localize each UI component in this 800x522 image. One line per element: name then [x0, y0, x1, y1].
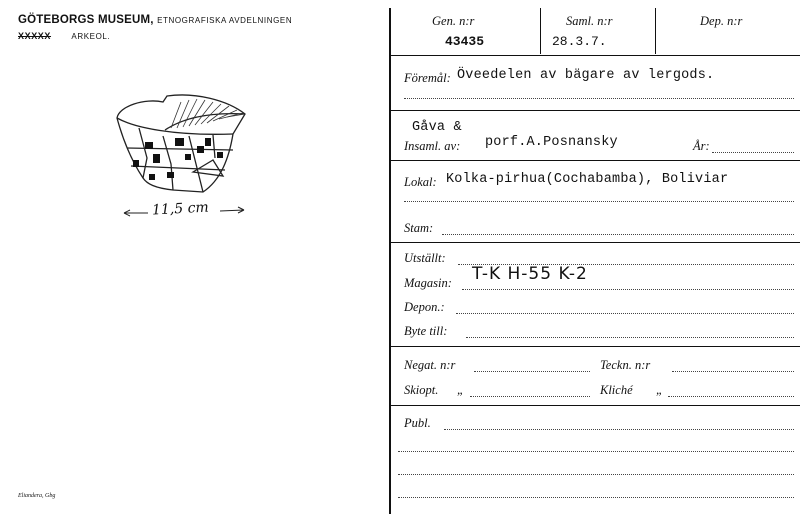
byte-line — [466, 337, 794, 338]
lokal-label: Lokal: — [404, 175, 437, 189]
publ-line-3 — [398, 474, 794, 475]
rule-3 — [390, 242, 800, 243]
depon-line — [456, 313, 794, 314]
stam-line — [442, 234, 794, 235]
header-divider-1 — [540, 8, 541, 54]
arkeol-text: ARKEOL. — [71, 32, 111, 41]
pottery-sketch — [105, 88, 255, 198]
insaml-value: porf.A.Posnansky — [485, 135, 618, 150]
kliche-ditto: „ — [656, 383, 663, 397]
header-rule — [390, 55, 800, 56]
ar-label: År: — [693, 139, 710, 153]
kliche-label: Kliché — [600, 383, 633, 397]
teckn-line — [672, 371, 794, 372]
rule-4 — [390, 346, 800, 347]
insaml-label: Insaml. av: — [404, 139, 461, 153]
publ-line-4 — [398, 497, 794, 498]
foremal-label: Föremål: — [404, 71, 451, 85]
museum-name: GÖTEBORGS MUSEUM, — [18, 14, 154, 26]
saml-nr-label: Saml. n:r — [566, 14, 613, 28]
section-line — [18, 31, 110, 41]
rule-1 — [390, 110, 800, 111]
kliche-line — [668, 396, 794, 397]
foremal-value: Öveedelen av bägare av lergods. — [457, 68, 715, 83]
museum-heading — [18, 14, 292, 26]
dimension-label: 11,5 cm — [151, 199, 210, 219]
printer-mark: Eliandera, Gbg — [18, 493, 56, 499]
stam-label: Stam: — [404, 221, 434, 235]
magasin-value: T-K H-55 K-2 — [472, 264, 588, 284]
gen-nr-value: 43435 — [445, 34, 485, 49]
ar-line — [712, 152, 794, 153]
lokal-value: Kolka-pirhua(Cochabamba), Boliviar — [446, 172, 729, 187]
rule-2 — [390, 160, 800, 161]
byte-label: Byte till: — [404, 324, 448, 338]
struck-text: XXXXX — [18, 31, 52, 41]
form-border — [389, 8, 391, 514]
publ-line-1 — [444, 429, 794, 430]
depon-label: Depon.: — [404, 300, 445, 314]
skiopt-ditto: „ — [457, 383, 464, 397]
negat-label: Negat. n:r — [404, 358, 456, 372]
dep-nr-label: Dep. n:r — [700, 14, 743, 28]
saml-nr-value: 28.3.7. — [552, 34, 607, 49]
gen-nr-label: Gen. n:r — [432, 14, 475, 28]
teckn-label: Teckn. n:r — [600, 358, 651, 372]
department-name: ETNOGRAFISKA AVDELNINGEN — [157, 16, 293, 25]
utstallt-label: Utställt: — [404, 251, 446, 265]
magasin-line — [462, 289, 794, 290]
gava-text: Gåva & — [412, 120, 462, 135]
lokal-extra-line — [404, 201, 794, 202]
magasin-label: Magasin: — [404, 276, 452, 290]
header-divider-2 — [655, 8, 656, 54]
publ-line-2 — [398, 451, 794, 452]
negat-line — [474, 371, 590, 372]
skiopt-line — [470, 396, 590, 397]
skiopt-label: Skiopt. — [404, 383, 439, 397]
foremal-extra-line — [404, 98, 794, 99]
publ-label: Publ. — [404, 416, 431, 430]
rule-5 — [390, 405, 800, 406]
